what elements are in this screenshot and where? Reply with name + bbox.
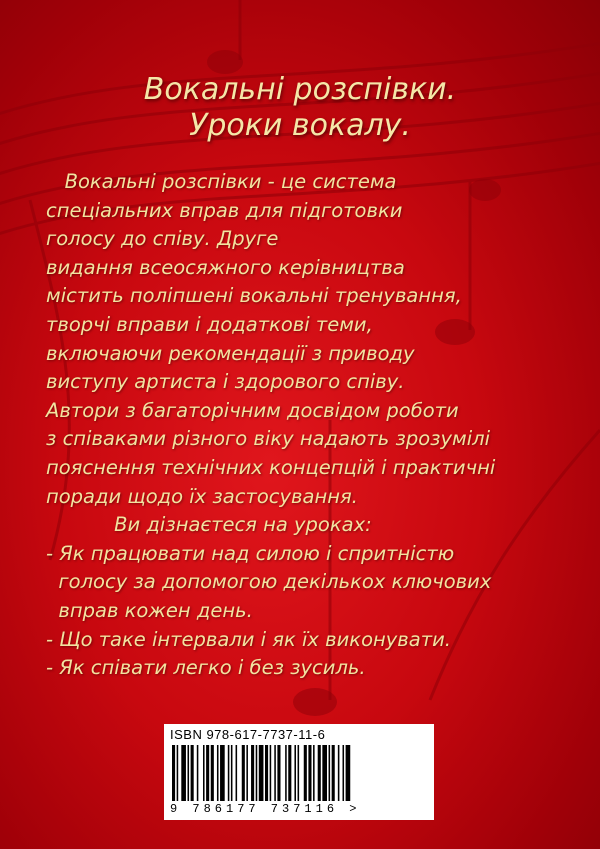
- barcode-bar: [177, 745, 179, 801]
- barcode-bars: [170, 745, 428, 801]
- description-line: з співаками різного віку надають зрозумілі: [46, 427, 491, 451]
- description-line: голосу до співу. Друге: [46, 227, 279, 251]
- barcode-bar: [259, 745, 264, 801]
- barcode-bar: [206, 745, 209, 801]
- barcode-bar: [308, 745, 311, 801]
- barcode-bar: [172, 745, 175, 801]
- barcode-bar: [288, 745, 291, 801]
- barcode-bar: [346, 745, 351, 801]
- barcode-bar: [265, 745, 268, 801]
- description-line: спеціальних вправ для підготовки: [46, 198, 403, 222]
- barcode-bar: [220, 745, 225, 801]
- barcode-bar: [231, 745, 233, 801]
- barcode-bar: [338, 745, 340, 801]
- lesson-item: - Як працювати над силою і спритністю: [46, 541, 455, 565]
- barcode-bar: [191, 745, 194, 801]
- lesson-item: голосу за допомогою декількох ключових: [46, 570, 492, 594]
- barcode-bar: [203, 745, 205, 801]
- description-line: Автори з багаторічним досвідом роботи: [46, 398, 459, 422]
- description-line: Вокальні розспівки - це система: [46, 170, 397, 193]
- lesson-item: вправ кожен день.: [46, 598, 253, 622]
- barcode-bar: [294, 745, 296, 801]
- description-line: пояснення технічних концепцій і практичні: [46, 455, 496, 479]
- barcode-bar: [329, 745, 331, 801]
- barcode-bar: [343, 745, 345, 801]
- barcode-bar: [246, 745, 248, 801]
- title-line-2: Уроки вокалу.: [189, 108, 411, 143]
- barcode-bar: [197, 745, 199, 801]
- barcode-bar: [236, 745, 238, 801]
- barcode-bar: [270, 745, 272, 801]
- isbn-label: ISBN 978-617-7737-11-6: [170, 727, 326, 742]
- barcode-bar: [256, 745, 258, 801]
- description-line: включаючи рекомендації з приводу: [46, 341, 415, 365]
- barcode-bar: [332, 745, 335, 801]
- barcode-bar: [251, 745, 254, 801]
- barcode-digits: 9 786177 737116 >: [170, 802, 361, 816]
- barcode-bar: [298, 745, 300, 801]
- description-line: видання всеосяжного керівництва: [46, 255, 405, 279]
- title-line-1: Вокальні розспівки.: [143, 72, 457, 107]
- barcode-bar: [181, 745, 186, 801]
- lesson-item: - Як співати легко і без зусиль.: [46, 656, 366, 680]
- barcode-bar: [188, 745, 190, 801]
- barcode-bar: [304, 745, 307, 801]
- barcode-bar: [285, 745, 287, 801]
- lesson-item: - Що таке інтервали і як їх виконувати.: [46, 627, 451, 651]
- barcode-bar: [322, 745, 327, 801]
- description-line: містить поліпшені вокальні тренування,: [46, 284, 462, 308]
- barcode-bar: [242, 745, 245, 801]
- barcode-bar: [211, 745, 214, 801]
- barcode-bar: [274, 745, 276, 801]
- lessons-heading: Ви дізнаєтеся на уроках:: [46, 513, 372, 537]
- barcode-bar: [277, 745, 280, 801]
- barcode-bar: [217, 745, 219, 801]
- description: [46, 168, 586, 683]
- description-line: поради щодо їх застосування.: [46, 484, 358, 508]
- barcode-bar: [318, 745, 321, 801]
- barcode-bar: [313, 745, 315, 801]
- isbn-barcode: [164, 724, 434, 820]
- description-line: творчі вправи і додаткові теми,: [46, 312, 373, 336]
- barcode-bar: [228, 745, 230, 801]
- description-line: виступу артиста і здорового співу.: [46, 370, 405, 394]
